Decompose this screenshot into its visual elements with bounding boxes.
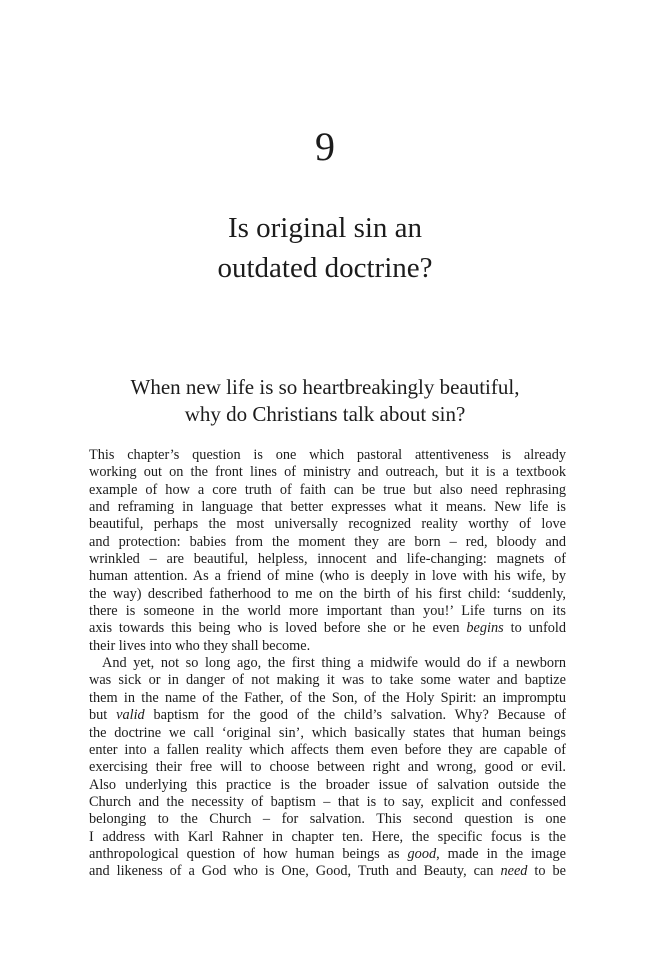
- body-line: I address with Karl Rahner in chapter ten. Here, the specific focus is the: [89, 828, 566, 845]
- body-line-text: baptism for the good of the child’s salvation. Why? Because of: [144, 707, 566, 724]
- body-line: [89, 620, 566, 637]
- body-line: exercising their free will to choose between right and wrong, good or evil.: [89, 759, 566, 776]
- body-line: This chapter’s question is one which pastoral attentiveness is already: [89, 447, 566, 463]
- chapter-title-line: outdated doctrine?: [217, 252, 433, 284]
- emphasized-word: need: [500, 863, 528, 880]
- body-line: And yet, not so long ago, the first thing a midwife would do if a newborn: [102, 655, 566, 672]
- body-line: the way) described fatherhood to me on the birth of his first child: ‘suddenly,: [89, 585, 566, 602]
- body-line: them in the name of the Father, of the Son, of the Holy Spirit: an impromptu: [89, 689, 566, 706]
- body-line-text: to unfold: [503, 620, 566, 637]
- chapter-title-line: Is original sin an: [227, 212, 423, 244]
- section-heading-line: When new life is so heartbreakingly beautiful,: [130, 375, 520, 399]
- body-line: was sick or in danger of not making it was to take some water and baptize: [89, 672, 566, 689]
- body-line-text: and likeness of a God who is One, Good, Truth and Beauty, can: [89, 863, 501, 880]
- body-line: [89, 863, 566, 880]
- body-line: there is someone in the world more important than you!’ Life turns on its: [89, 603, 566, 620]
- chapter-number: 9: [315, 124, 335, 169]
- emphasized-word: valid: [116, 707, 145, 724]
- emphasized-word: good: [407, 845, 437, 862]
- body-line-text: to be: [527, 863, 566, 880]
- body-line-text: , made in the image: [436, 845, 566, 862]
- body-line: example of how a core truth of faith can be true but also need rephrasing: [89, 481, 566, 498]
- body-line: beautiful, perhaps the most universally recognized reality worthy of love: [89, 516, 566, 533]
- emphasized-word: begins: [466, 620, 504, 637]
- body-line: [89, 707, 566, 724]
- body-line: Also underlying this practice is the broader issue of salvation outside the: [89, 776, 566, 793]
- section-heading: [0, 374, 650, 428]
- body-line: belonging to the Church – for salvation. This second question is one: [89, 811, 566, 828]
- chapter-title: [0, 208, 650, 288]
- body-line: working out on the front lines of ministry and outreach, but it is a textbook: [89, 464, 566, 481]
- body-line: enter into a fallen reality which affects them even before they are capable of: [89, 741, 566, 758]
- body-line: and protection: babies from the moment they are born – red, bloody and: [89, 533, 566, 550]
- body-line: Church and the necessity of baptism – that is to say, explicit and confessed: [89, 793, 566, 810]
- body-text: [89, 447, 566, 881]
- body-line-text: but: [89, 707, 117, 724]
- body-line: [89, 846, 566, 863]
- section-heading-line: why do Christians talk about sin?: [184, 402, 466, 426]
- body-line: and reframing in language that better expresses what it means. New life is: [89, 499, 566, 516]
- body-line: their lives into who they shall become.: [89, 637, 311, 654]
- body-line: human attention. As a friend of mine (who is deeply in love with his wife, by: [89, 568, 566, 585]
- body-line: the doctrine we call ‘original sin’, which basically states that human beings: [89, 724, 566, 741]
- body-line-text: axis towards this being who is loved before she or he even: [89, 620, 467, 637]
- body-line: wrinkled – are beautiful, helpless, innocent and life-changing: magnets of: [89, 551, 566, 568]
- body-line-text: anthropological question of how human beings as: [89, 845, 408, 862]
